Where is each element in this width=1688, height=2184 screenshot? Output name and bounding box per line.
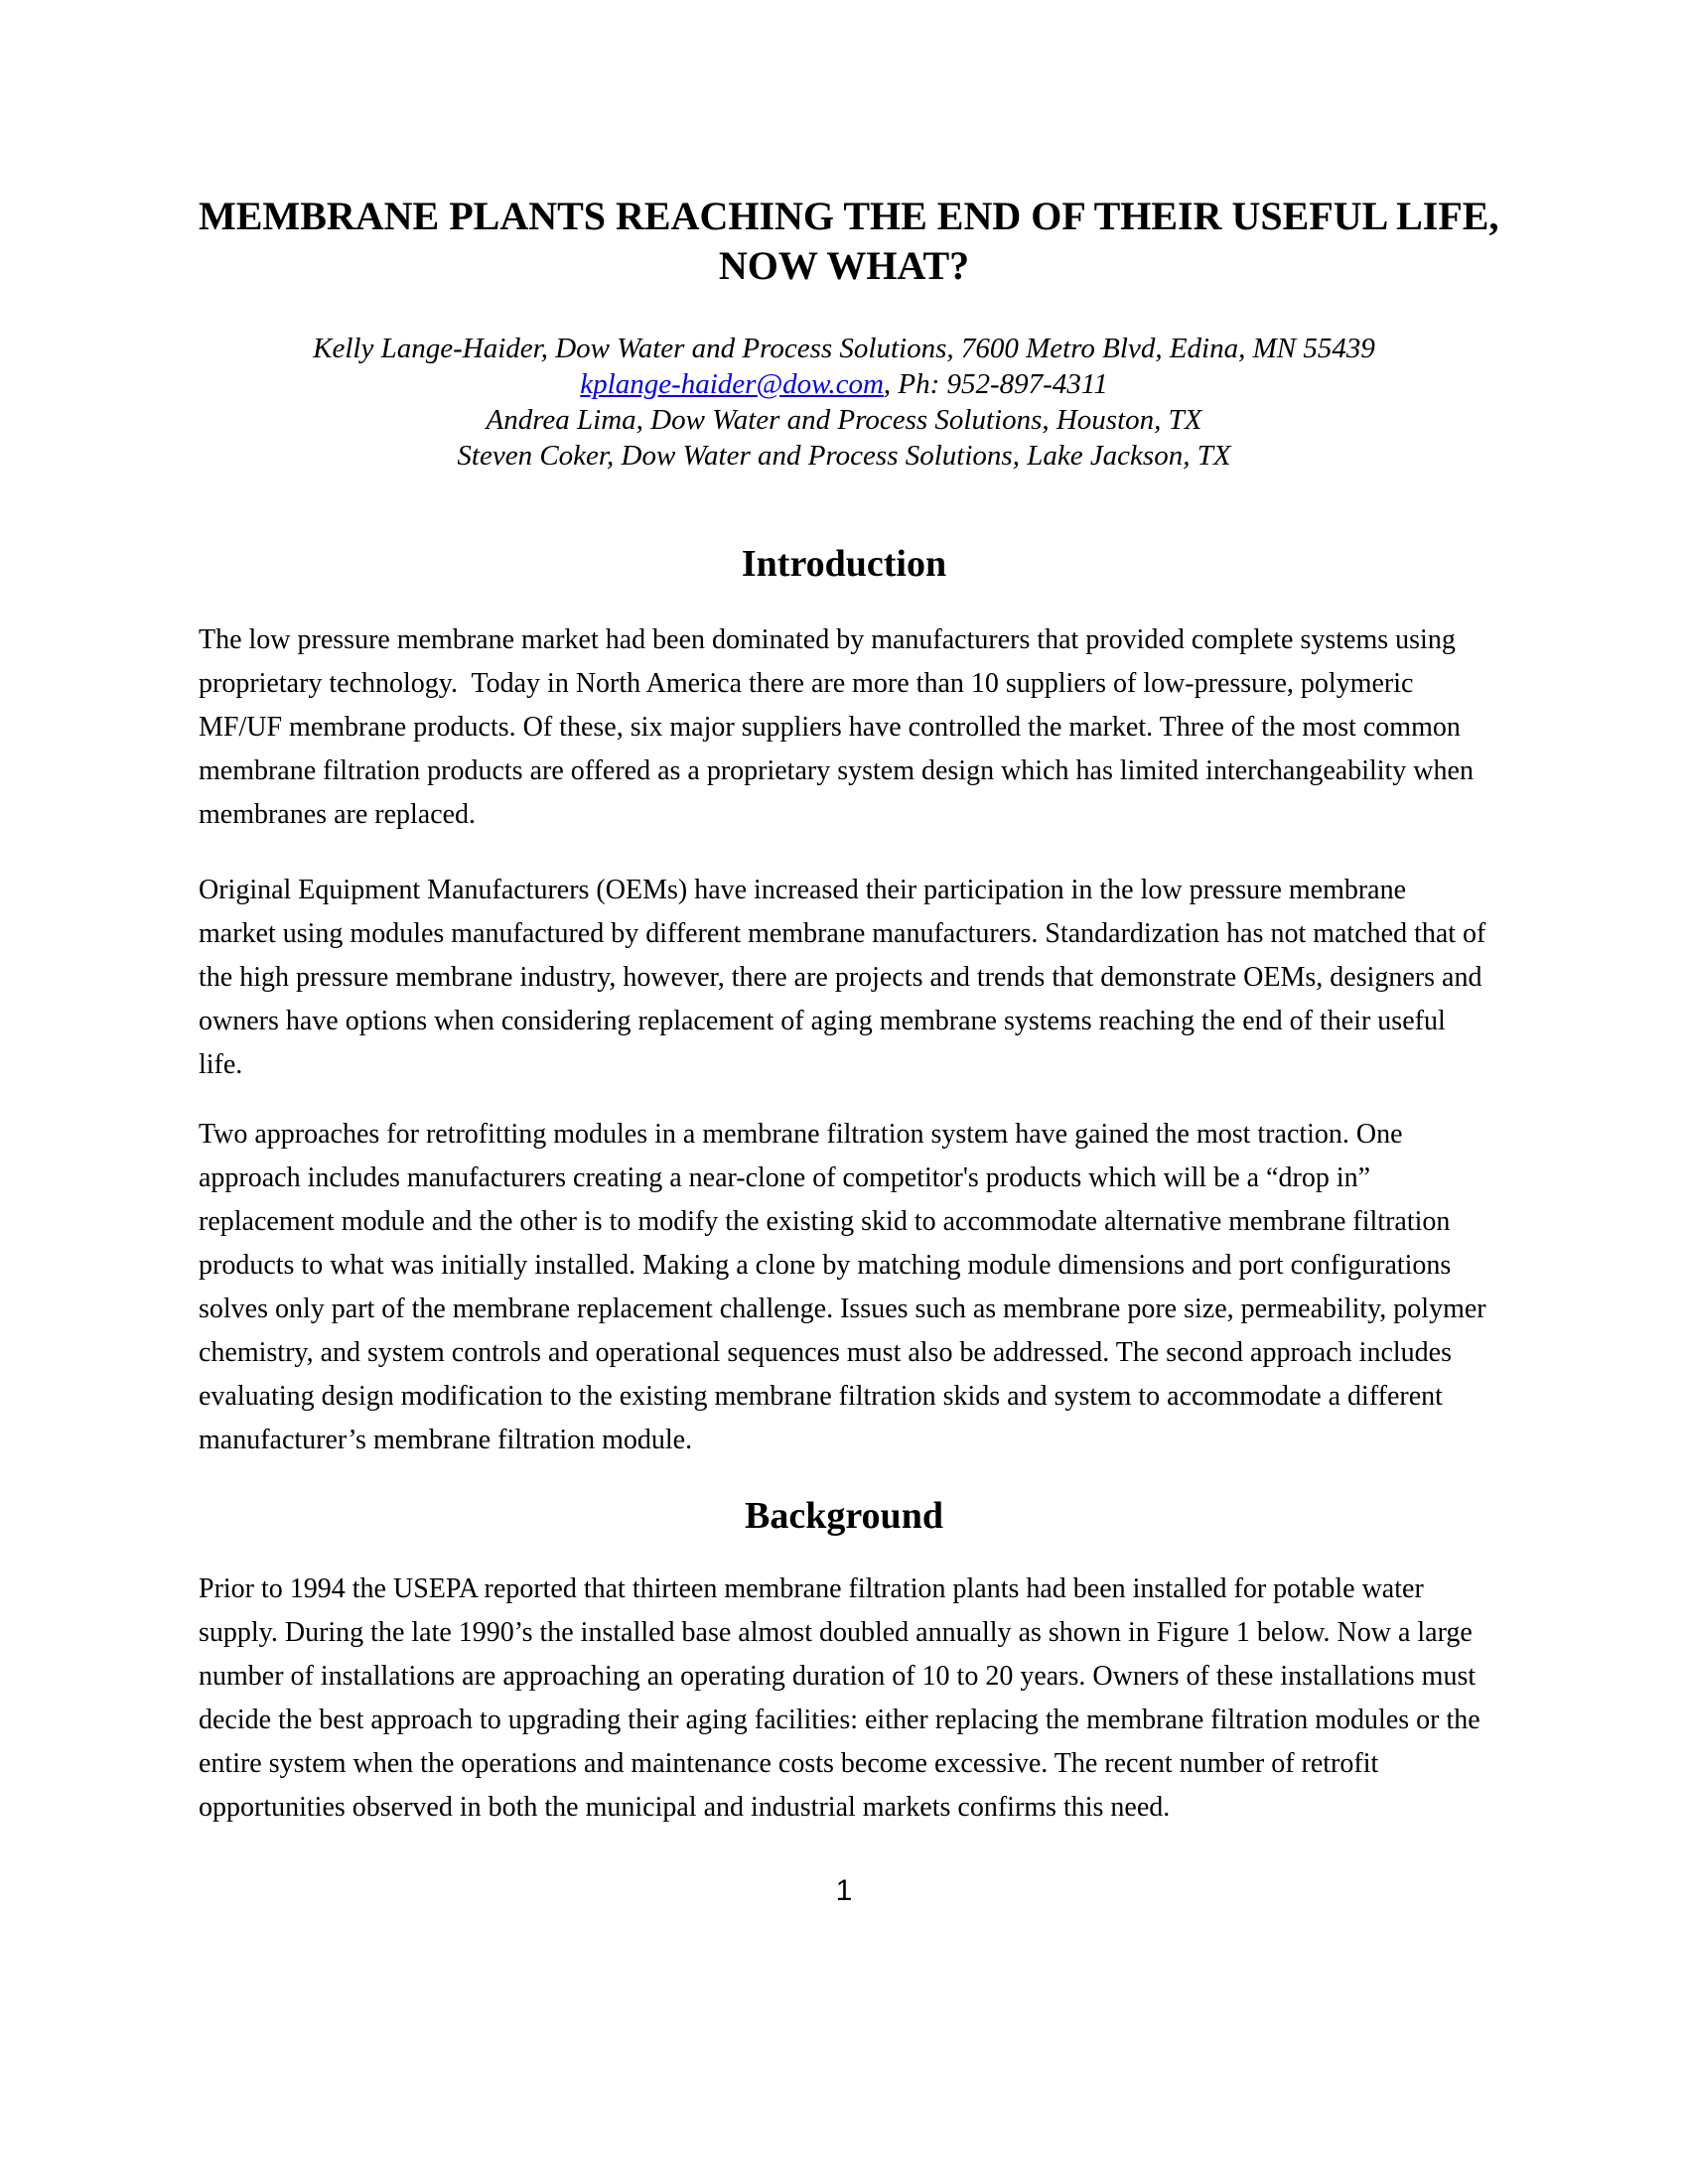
paragraph-intro-1: The low pressure membrane market had been dominated by manufacturers that provided complete systems using proprietary technology. Today in North America there are more than 10 suppliers of low-pressure, polymeric MF/UF membrane products. Of these, six major suppliers have controlled the market. Three of the most common membrane filtration products are offered as a proprietary system design which has limited interchangeability when membranes are replaced. (199, 624, 1480, 830)
author-line-3: Andrea Lima, Dow Water and Process Solutions, Houston, TX (486, 404, 1202, 436)
author-line-4: Steven Coker, Dow Water and Process Solutions, Lake Jackson, TX (457, 440, 1231, 472)
title-line-1: MEMBRANE PLANTS REACHING THE END OF THEIR USEFUL LIFE, (199, 194, 1499, 238)
email-link[interactable]: kplange-haider@dow.com (580, 368, 884, 400)
section-heading-introduction: Introduction (741, 543, 947, 585)
paragraph-intro-2: Original Equipment Manufacturers (OEMs) have increased their participation in the low pressure membrane market using modules manufactured by different membrane manufacturers. Standardization has not matched that of the high pressure membrane industry, however, there are projects and trends that demonstrate OEMs, designers and owners have options when considering replacement of aging membrane systems reaching the end of their useful life. (199, 875, 1493, 1080)
paragraph-background-1: Prior to 1994 the USEPA reported that thirteen membrane filtration plants had been installed for potable water supply. During the late 1990’s the installed base almost doubled annually as shown in Figure 1 below. Now a large number of installations are approaching an operating duration of 10 to 20 years. Owners of these installations must decide the best approach to upgrading their aging facilities: either replacing the membrane filtration modules or the entire system when the operations and maintenance costs become excessive. The recent number of retrofit opportunities observed in both the municipal and industrial markets confirms this need. (199, 1573, 1487, 1823)
phone-text: , Ph: 952-897-4311 (883, 368, 1108, 400)
title-line-2: NOW WHAT? (718, 243, 970, 288)
document-title (199, 192, 1499, 291)
author-block (199, 331, 1489, 474)
author-line-1: Kelly Lange-Haider, Dow Water and Process Solutions, 7600 Metro Blvd, Edina, MN 55439 (313, 333, 1375, 364)
paragraph-intro-3: Two approaches for retrofitting modules in a membrane filtration system have gained the most traction. One approach includes manufacturers creating a near-clone of competitor's products which will be a “drop in” replacement module and the other is to modify the existing skid to accommodate alternative membrane filtration products to what was initially installed. Making a clone by matching module dimensions and port configurations solves only part of the membrane replacement challenge. Issues such as membrane pore size, permeability, polymer chemistry, and system controls and operational sequences must also be addressed. The second approach includes evaluating design modification to the existing membrane filtration skids and system to accommodate a different manufacturer’s membrane filtration module. (199, 1119, 1493, 1455)
page-number: 1 (835, 1874, 853, 1907)
section-heading-background: Background (745, 1495, 943, 1537)
author-line-2 (199, 366, 1489, 402)
